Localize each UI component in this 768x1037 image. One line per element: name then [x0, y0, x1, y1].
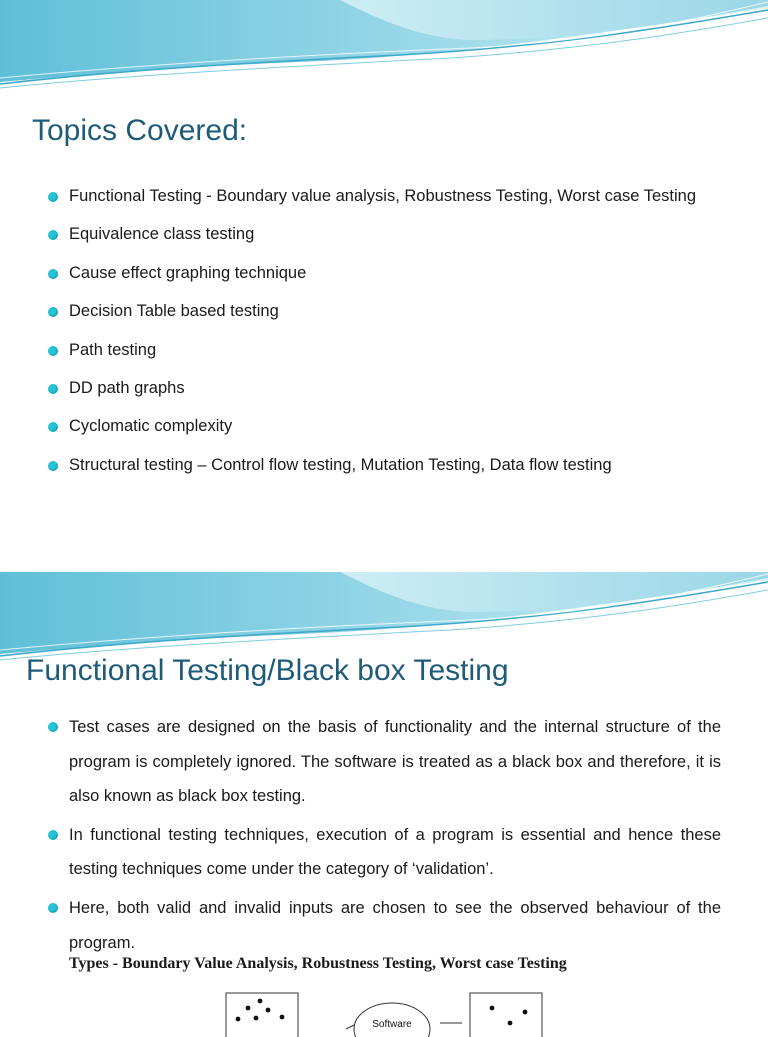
- types-caption: Types - Boundary Value Analysis, Robustness Testing, Worst case Testing: [69, 955, 567, 972]
- bullet-icon: [48, 230, 58, 240]
- list-item-text: Here, both valid and invalid inputs are chosen to see the observed behaviour of the program.: [69, 898, 721, 952]
- bullet-icon: [48, 830, 58, 840]
- input-domain-box: [226, 993, 298, 1037]
- list-item: [69, 453, 759, 491]
- bullet-icon: [48, 461, 58, 471]
- list-item: [69, 222, 759, 260]
- software-label: Software: [372, 1019, 412, 1030]
- list-item-text: Equivalence class testing: [69, 225, 255, 244]
- header-wave-decoration: [0, 572, 768, 667]
- list-item-text: Cause effect graphing technique: [69, 263, 307, 282]
- black-box-diagram: [0, 977, 768, 1037]
- topics-list: [69, 184, 759, 491]
- list-item: [69, 710, 721, 814]
- list-item-text: Cyclomatic complexity: [69, 417, 233, 436]
- list-item-text: Structural testing – Control flow testing, Mutation Testing, Data flow testing: [69, 455, 612, 474]
- bullet-icon: [48, 307, 58, 317]
- slide-separator: [0, 560, 768, 572]
- bullet-icon: [48, 346, 58, 356]
- header-wave-decoration: [0, 0, 768, 95]
- list-item: [69, 338, 759, 376]
- bullet-icon: [48, 903, 58, 913]
- list-item-text: Functional Testing - Boundary value analysis, Robustness Testing, Worst case Testing: [69, 187, 697, 205]
- list-item-text: In functional testing techniques, execution of a program is essential and hence these testing techniques come under the category of ‘validation’.: [69, 825, 721, 879]
- bullet-icon: [48, 384, 58, 394]
- list-item-text: Path testing: [69, 340, 157, 359]
- description-list: [69, 710, 721, 964]
- list-item: [69, 891, 721, 960]
- page-title: Functional Testing/Black box Testing: [26, 654, 509, 687]
- list-item: [69, 299, 759, 337]
- list-item: [69, 184, 759, 222]
- slide-functional-testing: [0, 572, 768, 1030]
- list-item: [69, 376, 759, 414]
- output-domain-box: [470, 993, 542, 1037]
- bullet-icon: [48, 722, 58, 732]
- page-title: Topics Covered:: [32, 114, 248, 147]
- list-item-text: Test cases are designed on the basis of functionality and the internal structure of the program is completely ignored. The software is treated as a black box and therefore, it is also known as black box testing.: [69, 718, 721, 806]
- list-item: [69, 414, 759, 452]
- bullet-icon: [48, 269, 58, 279]
- list-item-text: Decision Table based testing: [69, 302, 279, 321]
- bullet-icon: [48, 192, 58, 202]
- list-item-text: DD path graphs: [69, 378, 185, 397]
- list-item: [69, 818, 721, 887]
- bullet-icon: [48, 422, 58, 432]
- list-item: [69, 261, 759, 299]
